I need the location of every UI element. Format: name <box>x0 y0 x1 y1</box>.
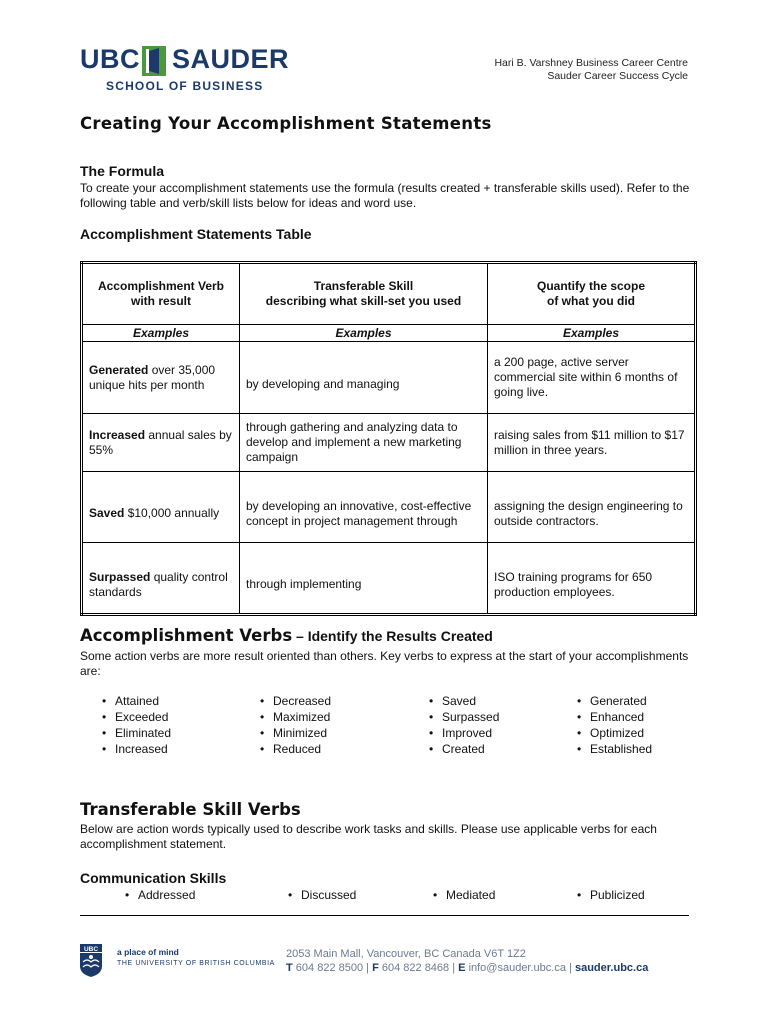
accomplishment-table <box>80 261 697 616</box>
sauder-logo <box>80 44 290 94</box>
career-cycle-name: Sauder Career Success Cycle <box>547 70 688 82</box>
verb-cell: Generated over 35,000 unique hits per month <box>82 342 240 414</box>
table-header-row <box>82 263 696 325</box>
list-item: • Improved <box>429 725 499 741</box>
accomplishment-verbs-subheading: – Identify the Results Created <box>292 628 493 644</box>
footer-contact <box>286 947 648 975</box>
logo-sauder-text: SAUDER <box>172 44 290 74</box>
ubc-tagline <box>117 947 275 969</box>
list-item: • Saved <box>429 693 499 709</box>
footer-divider <box>80 915 689 916</box>
comm-list-col1 <box>125 887 195 903</box>
comm-list-col3 <box>433 887 495 903</box>
list-item: • Addressed <box>125 887 195 903</box>
footer-contact-line: T 604 822 8500 | F 604 822 8468 | E info@sauder.ubc.ca | sauder.ubc.ca <box>286 962 649 974</box>
table-row <box>82 543 696 615</box>
verb-cell: Increased annual sales by 55% <box>82 414 240 472</box>
scope-cell: assigning the design engineering to outside contractors. <box>488 472 696 543</box>
website-link[interactable]: sauder.ubc.ca <box>574 962 649 974</box>
examples-label: Examples <box>488 325 696 342</box>
comm-list-col4 <box>577 887 645 903</box>
transferable-text: Below are action words typically used to describe work tasks and skills. Please use applicable verbs for each accomplishment statement. <box>80 822 657 851</box>
list-item: • Decreased <box>260 693 331 709</box>
header-centre-info <box>494 57 688 83</box>
skill-cell: through implementing <box>240 543 488 615</box>
list-item: • Attained <box>102 693 171 709</box>
list-item: • Surpassed <box>429 709 499 725</box>
list-item: • Exceeded <box>102 709 171 725</box>
transferable-heading: Transferable Skill Verbs <box>80 800 301 819</box>
list-item: • Mediated <box>433 887 495 903</box>
examples-label: Examples <box>240 325 488 342</box>
list-item: • Eliminated <box>102 725 171 741</box>
footer-address: 2053 Main Mall, Vancouver, BC Canada V6T 1Z2 <box>286 948 526 960</box>
skill-cell: by developing an innovative, cost-effective concept in project management through <box>240 472 488 543</box>
column-header: Quantify the scope of what you did <box>488 263 696 325</box>
formula-text: To create your accomplishment statements use the formula (results created + transferable skills used). Refer to the following table and verb/skill lists below for ideas and word use. <box>80 181 690 210</box>
column-header: Accomplishment Verb with result <box>82 263 240 325</box>
logo-ubc-text: UBC <box>80 44 140 74</box>
list-item: • Reduced <box>260 741 331 757</box>
list-item: • Created <box>429 741 499 757</box>
email-link[interactable]: info@sauder.ubc.ca <box>468 962 566 974</box>
skill-cell: by developing and managing <box>240 342 488 414</box>
verb-cell: Saved $10,000 annually <box>82 472 240 543</box>
accomplishment-verbs-text: Some action verbs are more result oriented than others. Key verbs to express at the start of your accomplishments are: <box>80 649 689 678</box>
list-item: • Generated <box>577 693 652 709</box>
accomplishment-verbs-heading: Accomplishment Verbs – Identify the Results Created <box>80 626 493 645</box>
column-header: Transferable Skill describing what skill-set you used <box>240 263 488 325</box>
verb-list-col4 <box>577 693 652 757</box>
verb-cell: Surpassed quality control standards <box>82 543 240 615</box>
table-row <box>82 414 696 472</box>
list-item: • Optimized <box>577 725 652 741</box>
list-item: • Discussed <box>288 887 356 903</box>
examples-label: Examples <box>82 325 240 342</box>
table-row <box>82 342 696 414</box>
examples-row <box>82 325 696 342</box>
skill-cell: through gathering and analyzing data to develop and implement a new marketing campaign <box>240 414 488 472</box>
list-item: • Established <box>577 741 652 757</box>
tagline-text: a place of mind <box>117 947 179 957</box>
university-name: THE UNIVERSITY OF BRITISH COLUMBIA <box>117 960 275 967</box>
crest-label: UBC <box>83 946 99 953</box>
formula-heading: The Formula <box>80 163 165 179</box>
logo-door-icon <box>142 46 166 76</box>
scope-cell: raising sales from $11 million to $17 million in three years. <box>488 414 696 472</box>
verb-list-col1 <box>102 693 171 757</box>
list-item: • Publicized <box>577 887 645 903</box>
verb-list-col2 <box>260 693 331 757</box>
page-title: Creating Your Accomplishment Statements <box>80 114 492 133</box>
table-heading: Accomplishment Statements Table <box>80 226 312 242</box>
verb-list-col3 <box>429 693 499 757</box>
ubc-crest-icon <box>80 944 102 977</box>
list-item: • Increased <box>102 741 171 757</box>
communication-heading: Communication Skills <box>80 870 227 886</box>
phone-number: 604 822 8500 <box>295 962 364 974</box>
fax-number: 604 822 8468 <box>381 962 450 974</box>
table-row <box>82 472 696 543</box>
list-item: • Enhanced <box>577 709 652 725</box>
list-item: • Maximized <box>260 709 331 725</box>
scope-cell: ISO training programs for 650 production employees. <box>488 543 696 615</box>
logo-school-text: SCHOOL OF BUSINESS <box>106 79 264 93</box>
comm-list-col2 <box>288 887 356 903</box>
list-item: • Minimized <box>260 725 331 741</box>
scope-cell: a 200 page, active server commercial site within 6 months of going live. <box>488 342 696 414</box>
career-centre-name: Hari B. Varshney Business Career Centre <box>494 57 688 69</box>
